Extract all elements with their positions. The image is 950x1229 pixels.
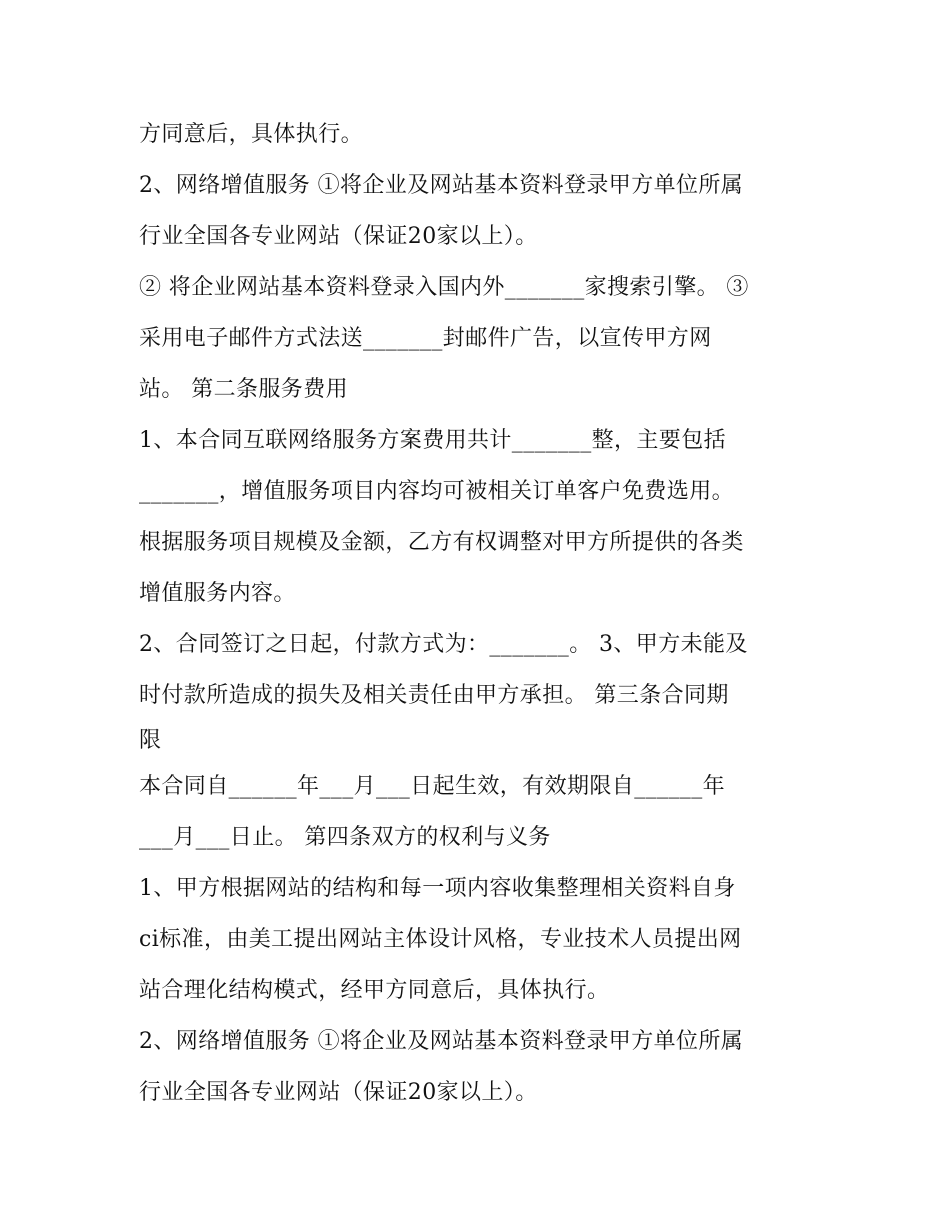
text-line: 行业全国各专业网站（保证20家以上）。 xyxy=(139,1080,538,1105)
text-line: 行业全国各专业网站（保证20家以上）。 xyxy=(139,224,538,249)
text-line: ___月___日止。 第四条双方的权利与义务 xyxy=(139,825,551,850)
text-line: 2、网络增值服务 ①将企业及网站基本资料登录甲方单位所属 xyxy=(139,173,744,198)
text-line: ② 将企业网站基本资料登录入国内外_______家搜索引擎。 ③ xyxy=(139,275,749,300)
document-body xyxy=(139,109,819,1118)
text-line: 本合同自______年___月___日起生效，有效期限自______年 xyxy=(139,774,726,799)
text-line: 1、本合同互联网络服务方案费用共计_______整，主要包括 xyxy=(139,428,726,453)
text-line: ci标准，由美工提出网站主体设计风格，专业技术人员提出网 xyxy=(139,927,742,952)
text-line: 增值服务内容。 xyxy=(139,581,296,606)
text-line: 时付款所造成的损失及相关责任由甲方承担。 第三条合同期 xyxy=(139,683,729,708)
text-line: 站。 第二条服务费用 xyxy=(139,377,348,402)
text-line: 根据服务项目规模及金额，乙方有权调整对甲方所提供的各类 xyxy=(139,530,744,555)
text-line: 1、甲方根据网站的结构和每一项内容收集整理相关资料自身 xyxy=(139,876,736,901)
text-line: 方同意后，具体执行。 xyxy=(139,122,364,147)
text-line: 限 xyxy=(139,728,162,753)
text-line: 2、合同签订之日起，付款方式为：_______。 3、甲方未能及 xyxy=(139,632,748,657)
text-line: 站合理化结构模式，经甲方同意后，具体执行。 xyxy=(139,978,610,1003)
text-line: 2、网络增值服务 ①将企业及网站基本资料登录甲方单位所属 xyxy=(139,1029,744,1054)
text-line: 采用电子邮件方式法送_______封邮件广告，以宣传甲方网 xyxy=(139,326,712,351)
text-line: _______，增值服务项目内容均可被相关订单客户免费选用。 xyxy=(139,479,735,504)
